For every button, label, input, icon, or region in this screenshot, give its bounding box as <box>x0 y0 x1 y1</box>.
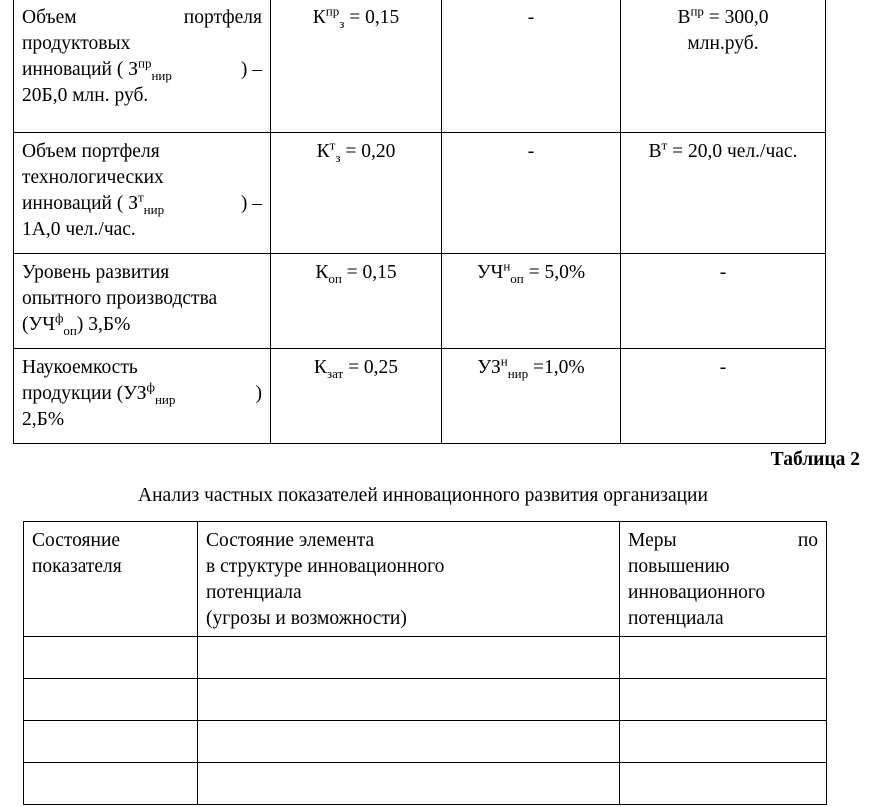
empty-cell <box>620 763 827 805</box>
line: инноваций ( $З^т_{нир}$ ) – <box>22 189 262 217</box>
line: Наукоемкость <box>22 356 138 378</box>
value-cell: $УЗ^н_{нир} =1,0\%$ <box>442 348 621 443</box>
empty-cell <box>24 721 198 763</box>
empty-cell <box>198 679 620 721</box>
target-cell: - <box>621 348 826 443</box>
indicator-cell <box>14 348 271 443</box>
value-cell: - <box>442 0 621 132</box>
table-row <box>14 0 826 132</box>
line: опытного производства <box>22 287 218 309</box>
header-row <box>24 522 827 637</box>
analysis-table <box>23 521 827 805</box>
indicator-cell <box>14 132 271 253</box>
line: технологических <box>22 166 164 188</box>
coef-cell: $К_{оп} = 0,15$ <box>271 253 442 348</box>
value-cell: - <box>442 132 621 253</box>
line: $(УЧ^ф_{оп})$ 3,Б% <box>22 310 131 338</box>
table-row <box>14 132 826 253</box>
table-caption: Таблица 2 <box>770 449 860 470</box>
header-cell: Меры по повышению инновационного потенциала <box>620 522 827 637</box>
indicator-cell: Объем портфеля продуктовых инноваций ( $З^{пр}_{нир}$ ) – 20Б,0 млн. руб. <box>14 0 271 132</box>
table-row <box>24 637 827 679</box>
line: 1А,0 чел./час. <box>22 218 136 240</box>
empty-cell <box>24 763 198 805</box>
coef-cell: $К_{зат} = 0,25$ <box>271 348 442 443</box>
line: 20Б,0 млн. руб. <box>22 85 149 106</box>
table-row <box>14 348 826 443</box>
empty-cell <box>198 763 620 805</box>
table-row <box>24 679 827 721</box>
line: инноваций ( $З^{пр}_{нир}$ ) – <box>22 55 262 83</box>
header-cell: Состояние элемента в структуре инновационного потенциала (угрозы и возможности) <box>198 522 620 637</box>
target-cell: $В^т = 20,0$ чел./час. <box>621 132 826 253</box>
empty-cell <box>620 637 827 679</box>
line: продукции ($УЗ^ф_{нир}$ ) <box>22 379 262 407</box>
empty-cell <box>24 679 198 721</box>
table-row <box>24 721 827 763</box>
line: продуктовых <box>22 33 131 54</box>
target-cell: $В^{пр} = 300,0$ млн.руб. <box>621 0 826 132</box>
indicators-table <box>13 0 826 444</box>
empty-cell <box>620 721 827 763</box>
table-row <box>14 253 826 348</box>
target-cell: - <box>621 253 826 348</box>
coef-cell: $К^{пр}_з = 0,15$ <box>271 0 442 132</box>
empty-cell <box>24 637 198 679</box>
line: 2,Б% <box>22 408 65 430</box>
value-cell: $УЧ^н_{оп} = 5,0\%$ <box>442 253 621 348</box>
line: Уровень развития <box>22 261 170 283</box>
empty-cell <box>198 721 620 763</box>
header-cell: Состояние показателя <box>24 522 198 637</box>
table-row <box>24 763 827 805</box>
coef-cell: $К^т_з = 0,20$ <box>271 132 442 253</box>
empty-cell <box>198 637 620 679</box>
table-title: Анализ частных показателей инновационного развития организации <box>138 485 708 506</box>
line: Объем портфеля <box>22 140 160 162</box>
indicator-cell <box>14 253 271 348</box>
empty-cell <box>620 679 827 721</box>
